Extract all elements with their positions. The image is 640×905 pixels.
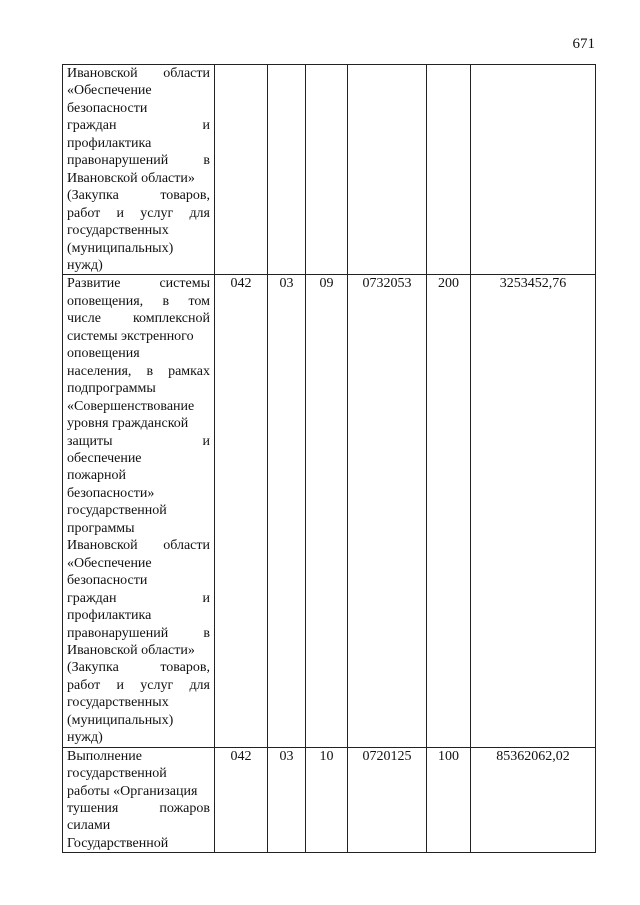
description-word: программы — [67, 520, 135, 536]
description-word: Ивановской — [67, 538, 138, 554]
description-line — [67, 117, 210, 134]
description-line — [67, 100, 210, 117]
description-word: работы «Организация — [67, 783, 198, 799]
expense-type-code-cell: 100 — [427, 747, 471, 853]
description-line — [67, 607, 210, 624]
description-line — [67, 572, 210, 589]
description-word: нужд) — [67, 730, 103, 746]
description-word: Ивановской области» — [67, 642, 195, 658]
description-line — [67, 275, 210, 292]
description-word: нужд) — [67, 257, 103, 273]
budget-table — [62, 64, 596, 853]
description-line — [67, 712, 210, 729]
description-word: профилактика — [67, 135, 152, 151]
description-word: (муниципальных) — [67, 712, 174, 728]
description-word: и — [202, 118, 210, 134]
description-word: граждан — [67, 118, 117, 134]
description-word: безопасности» — [67, 485, 155, 501]
description-word: безопасности — [67, 100, 148, 116]
description-line — [67, 187, 210, 204]
description-word: уровня гражданской — [67, 416, 189, 432]
description-word: Государственной — [67, 835, 169, 851]
description-word: Ивановской области» — [67, 170, 195, 186]
description-line — [67, 450, 210, 467]
description-word: товаров, — [160, 660, 210, 676]
expense-type-code-cell — [427, 65, 471, 275]
description-word: для — [189, 205, 210, 221]
description-word: тушения — [67, 801, 119, 817]
description-line — [67, 415, 210, 432]
description-word: государственной — [67, 503, 167, 519]
description-word: обеспечение — [67, 450, 142, 466]
description-line — [67, 363, 210, 380]
table-row — [63, 65, 596, 275]
description-cell — [63, 275, 215, 747]
description-line — [67, 135, 210, 152]
description-line — [67, 152, 210, 169]
description-line — [67, 765, 210, 782]
description-word: (муниципальных) — [67, 240, 174, 256]
description-line — [67, 310, 210, 327]
description-word: системы экстренного — [67, 328, 194, 344]
target-code-cell — [348, 65, 427, 275]
target-code-cell: 0732053 — [348, 275, 427, 747]
description-word: том — [188, 293, 210, 309]
description-word: подпрограммы — [67, 381, 156, 397]
description-line — [67, 293, 210, 310]
description-line — [67, 380, 210, 397]
description-word: (Закупка — [67, 660, 119, 676]
description-word: в — [203, 625, 210, 641]
description-word: области — [163, 538, 210, 554]
amount-cell: 85362062,02 — [471, 747, 596, 853]
target-code-cell: 0720125 — [348, 747, 427, 853]
section-code-cell: 03 — [268, 275, 306, 747]
description-line — [67, 398, 210, 415]
description-line — [67, 642, 210, 659]
description-word: Выполнение — [67, 748, 142, 764]
description-line — [67, 677, 210, 694]
description-cell — [63, 747, 215, 853]
ministry-code-cell: 042 — [215, 747, 268, 853]
description-word: населения, — [67, 363, 132, 379]
description-word: системы — [159, 276, 210, 292]
description-word: государственной — [67, 766, 167, 782]
description-word: услуг — [140, 677, 174, 693]
page-number: 671 — [572, 36, 595, 52]
description-word: услуг — [140, 205, 174, 221]
description-word: в — [162, 293, 170, 309]
description-word: (Закупка — [67, 188, 119, 204]
subsection-code-cell: 09 — [306, 275, 348, 747]
subsection-code-cell: 10 — [306, 747, 348, 853]
description-line — [67, 748, 210, 765]
description-line — [67, 257, 210, 274]
description-word: области — [163, 66, 210, 81]
description-word: пожаров — [159, 801, 210, 817]
description-line — [67, 82, 210, 99]
description-line — [67, 65, 210, 82]
description-word: правонарушений — [67, 625, 169, 641]
description-line — [67, 729, 210, 746]
description-line — [67, 502, 210, 519]
section-code-cell: 03 — [268, 747, 306, 853]
description-word: граждан — [67, 590, 117, 606]
table-row — [63, 275, 596, 747]
description-word: пожарной — [67, 468, 127, 484]
description-word: Ивановской — [67, 66, 138, 81]
description-word: государственных — [67, 695, 169, 711]
description-line — [67, 659, 210, 676]
description-line — [67, 537, 210, 554]
description-line — [67, 694, 210, 711]
description-word: и — [202, 590, 210, 606]
amount-cell — [471, 65, 596, 275]
description-line — [67, 433, 210, 450]
description-word: для — [189, 677, 210, 693]
description-line — [67, 170, 210, 187]
description-word: работ — [67, 677, 101, 693]
description-line — [67, 817, 210, 834]
description-cell — [63, 65, 215, 275]
description-line — [67, 328, 210, 345]
description-word: Развитие — [67, 276, 121, 292]
description-word: в — [146, 363, 154, 379]
amount-cell: 3253452,76 — [471, 275, 596, 747]
description-line — [67, 467, 210, 484]
description-word: комплексной — [132, 311, 210, 327]
table-body — [63, 65, 596, 853]
description-word: и — [202, 433, 210, 449]
expense-type-code-cell: 200 — [427, 275, 471, 747]
description-word: профилактика — [67, 608, 152, 624]
description-word: рамках — [168, 363, 210, 379]
section-code-cell — [268, 65, 306, 275]
description-word: «Обеспечение — [67, 83, 152, 99]
description-line — [67, 520, 210, 537]
description-word: оповещения, — [67, 293, 144, 309]
description-line — [67, 625, 210, 642]
description-word: безопасности — [67, 573, 148, 589]
description-line — [67, 345, 210, 362]
subsection-code-cell — [306, 65, 348, 275]
description-line — [67, 835, 210, 852]
description-line — [67, 800, 210, 817]
description-word: товаров, — [160, 188, 210, 204]
description-word: и — [116, 677, 125, 693]
description-line — [67, 590, 210, 607]
description-line — [67, 205, 210, 222]
table-row — [63, 747, 596, 853]
description-word: числе — [67, 311, 101, 327]
description-word: «Совершенствование — [67, 398, 195, 414]
ministry-code-cell — [215, 65, 268, 275]
description-line — [67, 222, 210, 239]
description-line — [67, 240, 210, 257]
description-word: оповещения — [67, 346, 140, 362]
description-word: правонарушений — [67, 153, 169, 169]
ministry-code-cell: 042 — [215, 275, 268, 747]
description-word: «Обеспечение — [67, 555, 152, 571]
description-line — [67, 555, 210, 572]
description-word: силами — [67, 818, 111, 834]
description-line — [67, 783, 210, 800]
description-word: защиты — [67, 433, 113, 449]
description-line — [67, 485, 210, 502]
description-word: государственных — [67, 223, 169, 239]
description-word: и — [116, 205, 125, 221]
description-word: работ — [67, 205, 101, 221]
description-word: в — [203, 153, 210, 169]
